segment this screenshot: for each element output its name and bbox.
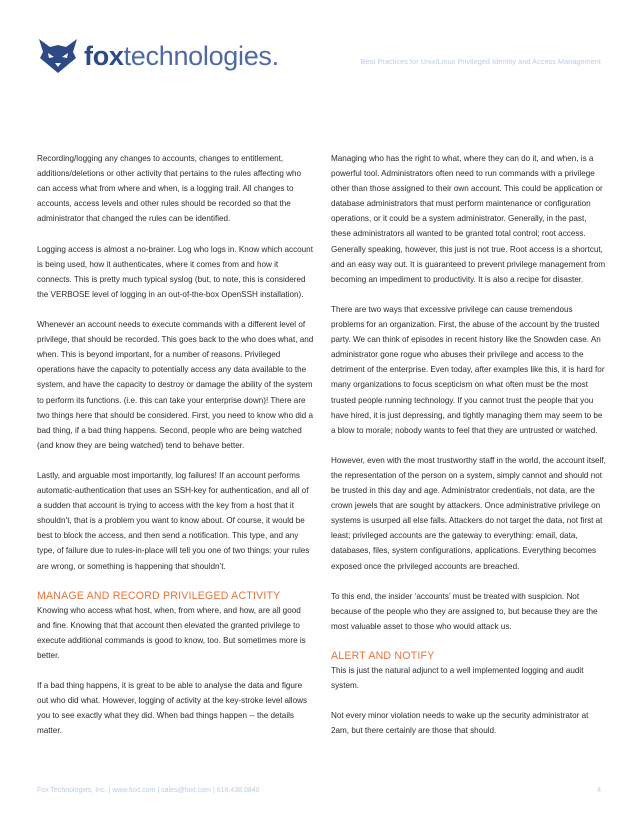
right-paragraph-1: Managing who has the right to what, where they can do it, and when, is a powerful tool. Administrators often need to run commands with a privilege other than those assigned to their own account. This could be application or database administrators that must perform maintenance or configuration operations, or it could be a system administrator. Generally, in the past, these administrators all wanted to be granted total control; root access. Generally speaking, however, this just is not true. Root access is a shortcut, and an easy way out. It is guaranteed to prevent privilege management from becoming an impediment to productivity. It is also a recipe for disaster. [331,154,606,284]
section-heading-manage-record: MANAGE AND RECORD PRIVILEGED ACTIVITY [37,589,281,602]
left-column [37,151,314,754]
document-tagline: Best Practices for Unix/Linux Privileged Identity and Access Management [360,57,601,66]
left-paragraph-6: If a bad thing happens, it is great to be able to analyse the data and figure out who did what. However, logging of activity at the key-stroke level allows you to see exactly what they did. When bad things happen -- the details matter. [37,681,308,736]
left-paragraph-5: Knowing who access what host, when, from where, and how, are all good and fine. Knowing that that account then elevated the granted privilege to execute additional commands is good to know, too. But sometimes more is better. [37,605,306,660]
footer-contact: Fox Technologies, Inc. | www.foxt.com | sales@foxt.com | 616.438.0840 [37,787,260,794]
left-paragraph-3: Whenever an account needs to execute commands with a different level of privilege, that should be recorded. This goes back to the who does what, and when. This is beyond important, for a number of reasons. Privileged operations have the capacity to potentially access any data available to the system, and have the capacity to destroy or damage the ability of the system to perform its functions. (i.e. this can take your enterprise down)! There are two things here that should be considered. First, you need to know who did a bad thing, if a bad thing happens. Second, people who are being watched (and know they are being watched) tend to behave better. [37,320,314,450]
right-paragraph-3: However, even with the most trustworthy staff in the world, the account itself, the representation of the person on a system, simply cannot and should not be trusted in this day and age. Administrator credentials, not data, are the crown jewels that are sought by attackers. Once administrative privilege on systems is usurped all else falls. Attackers do not target the data, not first at least; privileged accounts are the gateway to everything: email, data, databases, files, system configurations, applications. Everything becomes exposed once the privileged accounts are breached. [331,455,606,571]
logo-technologies-text: technologies. [123,40,279,71]
fox-head-icon [36,36,80,76]
logo-wordmark [84,40,279,71]
page-number: 4 [597,787,601,794]
foxtechnologies-logo [36,36,279,76]
left-paragraph-4: Lastly, and arguable most importantly, log failures! If an account performs automatic-authentication that uses an SSH-key for authentication, and all of a sudden that account is trying to access with the key from a host that it shouldn’t, that is a problem you want to know about. Of course, it would be best to block the access, and then send a notification. This type, and any type, of failure due to rules-in-place will tell you one of two things: your rules are wrong, or something is happening that shouldn’t. [37,470,310,571]
right-paragraph-2: There are two ways that excessive privilege can cause tremendous problems for an organization. First, the abuse of the account by the trusted party. We can think of episodes in recent history like the Snowden case. An administrator gone rogue who abuses their privilege and access to the detriment of the enterprise. Even today, after examples like this, it is hard for many organizations to focus scepticism on what often must be the most trusted people running technology. If you cannot trust the people that you have hired, it is just depressing, and tightly managing them may seem to be a blow to morale; nobody wants to feel that they are untrusted or watched. [331,304,605,435]
right-paragraph-5: This is just the natural adjunct to a well implemented logging and audit system. [331,666,584,691]
section-heading-alert-notify: ALERT AND NOTIFY [331,650,435,663]
page-header [0,0,638,110]
right-paragraph-4: To this end, the insider ‘accounts’ must be treated with suspicion. Not because of the people who they are assigned to, but because they are the most valuable asset to those who would attack us. [331,591,598,631]
left-paragraph-2: Logging access is almost a no-brainer. Log who logs in. Know which account is being used, how it authenticates, where it comes from and how it connects. This is pretty much typical syslog (but, to note, this is considered the VERBOSE level of logging in an out-of-the-box OpenSSH installation). [37,244,313,299]
right-column [331,151,608,754]
logo-fox-text: fox [84,40,124,71]
left-paragraph-1: Recording/logging any changes to accounts, changes to entitlement, additions/deletions or other activity that pertains to the rules affecting who can access what from where and when, is a logging trail. All changes to accounts, access levels and other rules should be recorded so that the administrator that changed the rules can be identified. [37,154,302,224]
right-paragraph-6: Not every minor violation needs to wake up the security administrator at 2am, but there certainly are those that should. [331,711,589,736]
